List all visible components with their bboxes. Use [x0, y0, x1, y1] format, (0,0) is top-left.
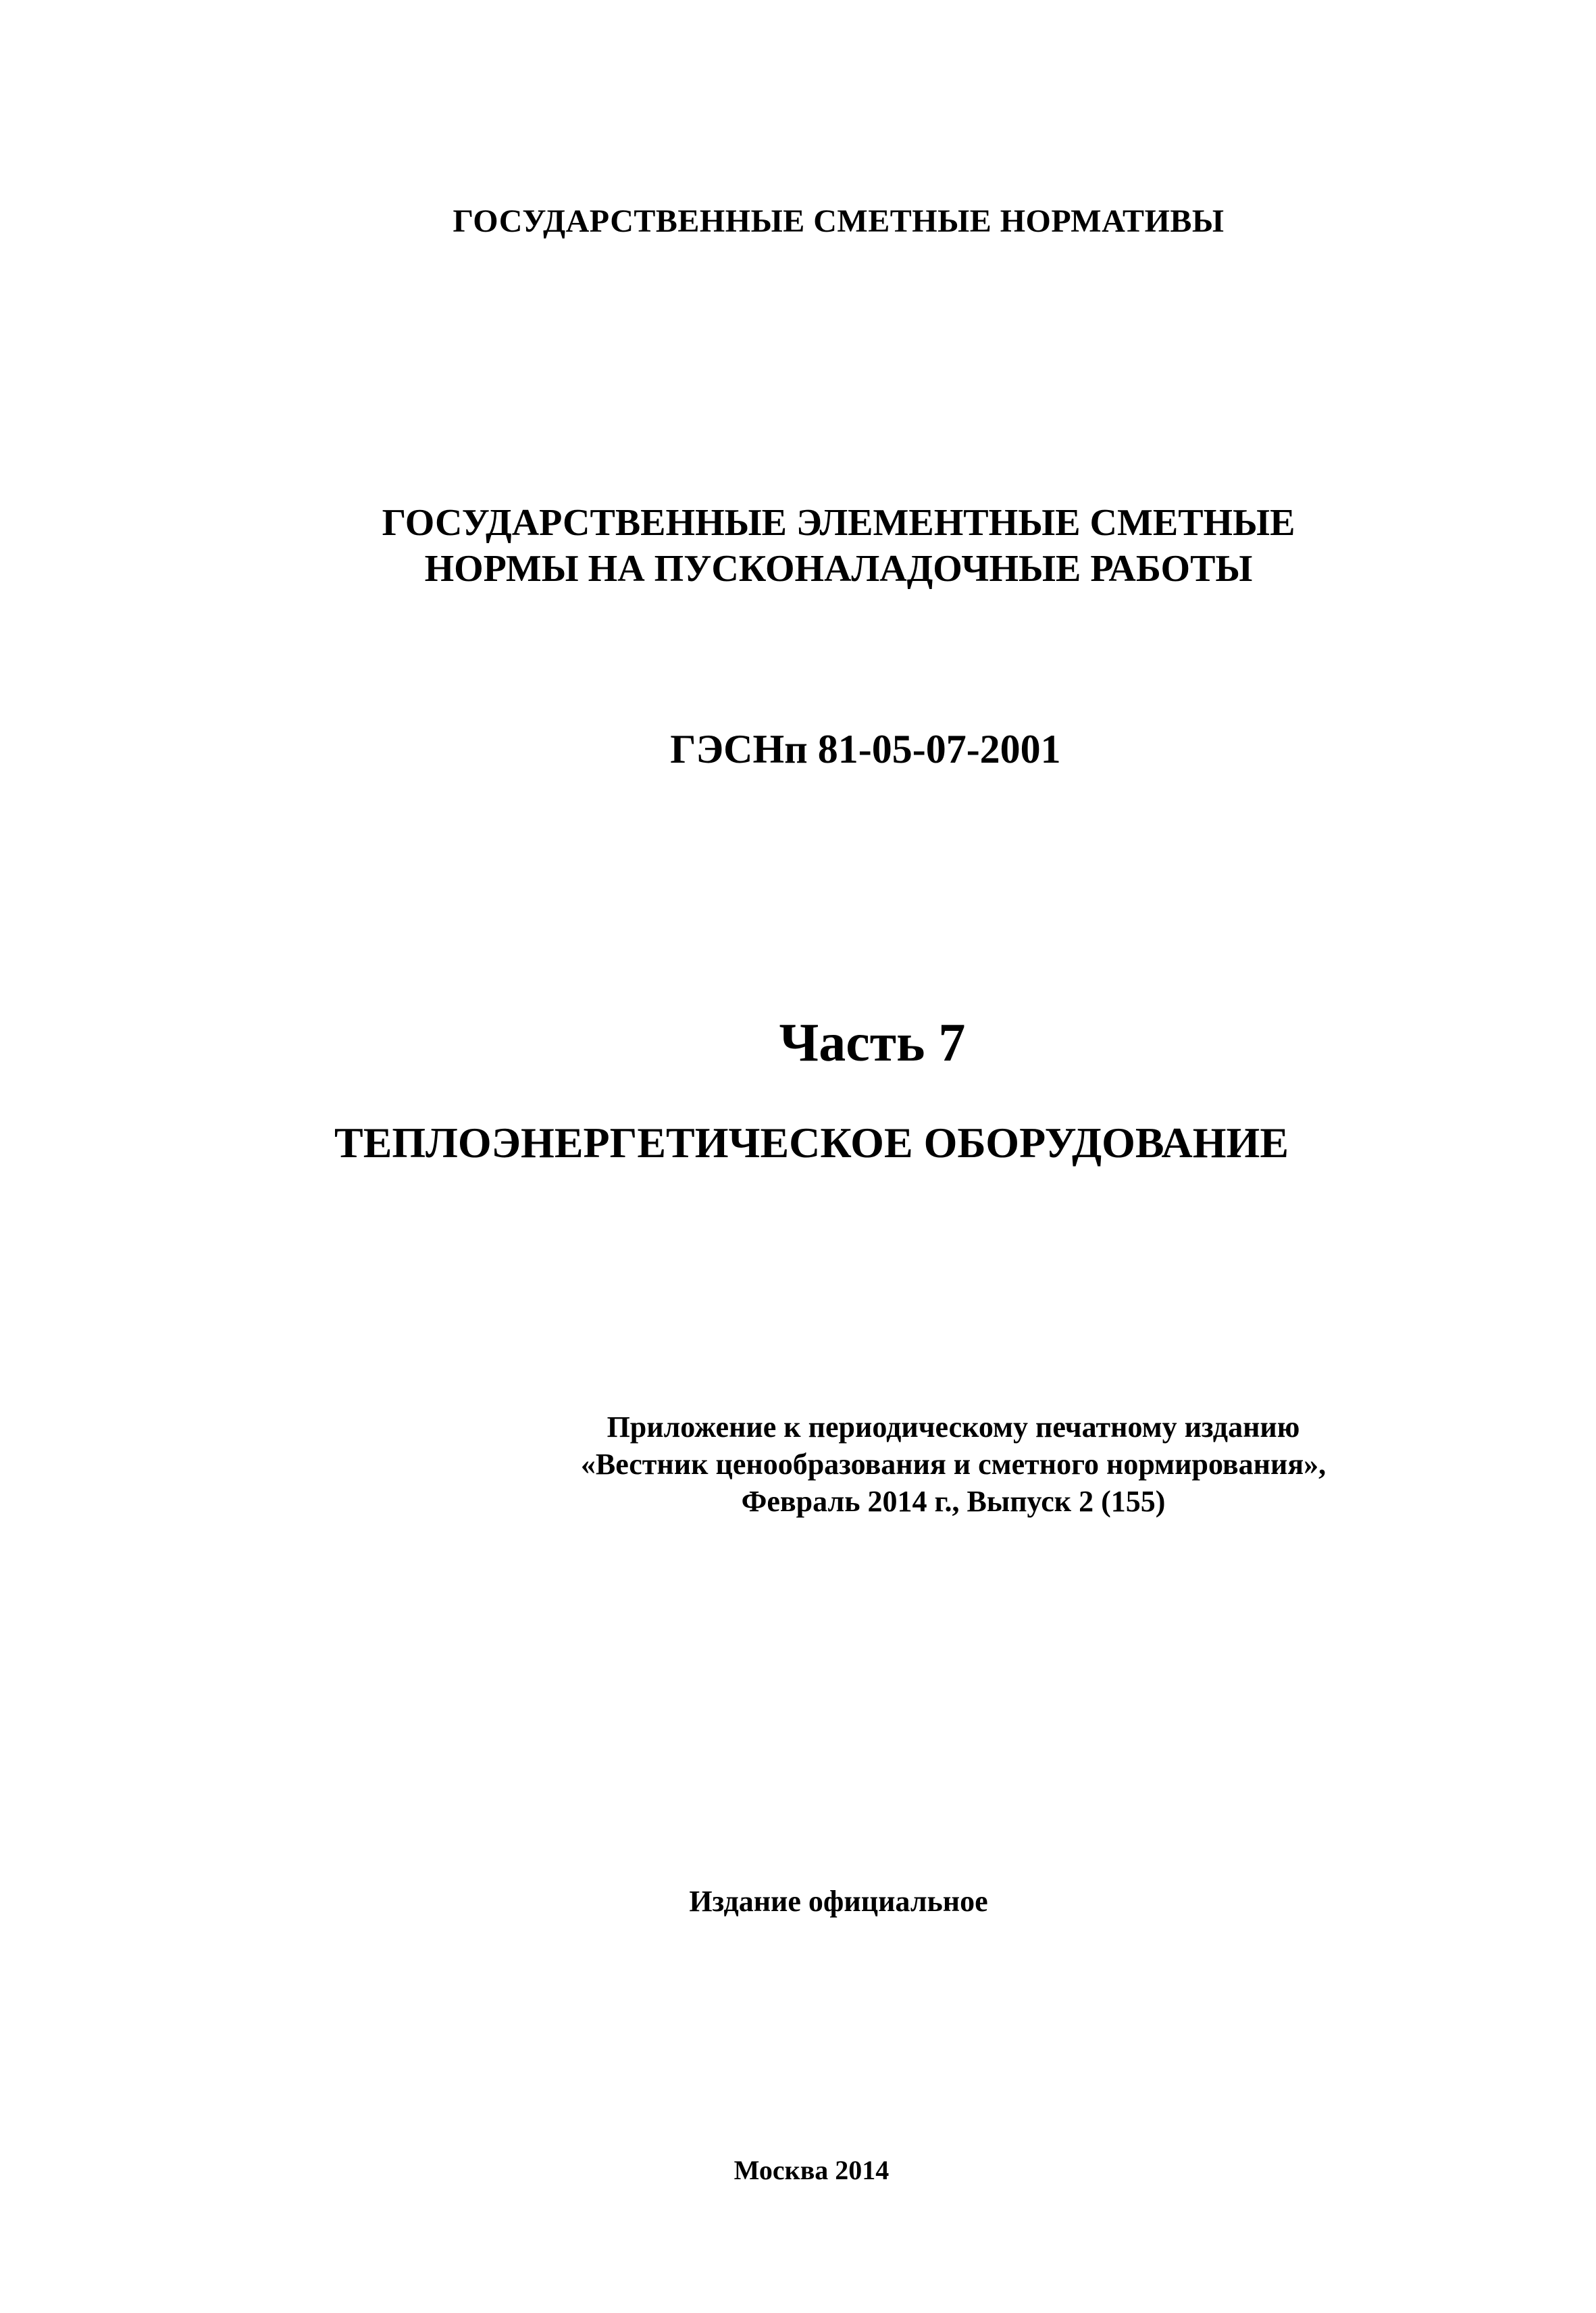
part-label: Часть 7 [779, 1013, 966, 1073]
document-code: ГЭСНп 81-05-07-2001 [670, 727, 1061, 771]
appendix-line-2: «Вестник ценообразования и сметного нормирования», [580, 1448, 1327, 1481]
main-title-line-1: ГОСУДАРСТВЕННЫЕ ЭЛЕМЕНТНЫЕ СМЕТНЫЕ [382, 502, 1295, 544]
city-year: Москва 2014 [733, 2155, 890, 2185]
document-main-title [41, 500, 1596, 592]
appendix-line-3: Февраль 2014 г., Выпуск 2 (155) [741, 1485, 1166, 1518]
header-standards-title: ГОСУДАРСТВЕННЫЕ СМЕТНЫЕ НОРМАТИВЫ [453, 203, 1225, 239]
appendix-line-1: Приложение к периодическому печатному изданию [607, 1410, 1300, 1444]
appendix-note [155, 1408, 1596, 1520]
main-title-line-2: НОРМЫ НА ПУСКОНАЛАДОЧНЫЕ РАБОТЫ [424, 548, 1253, 590]
edition-label: Издание официальное [689, 1885, 988, 1918]
part-subject: ТЕПЛОЭНЕРГЕТИЧЕСКОЕ ОБОРУДОВАНИЕ [334, 1119, 1289, 1167]
